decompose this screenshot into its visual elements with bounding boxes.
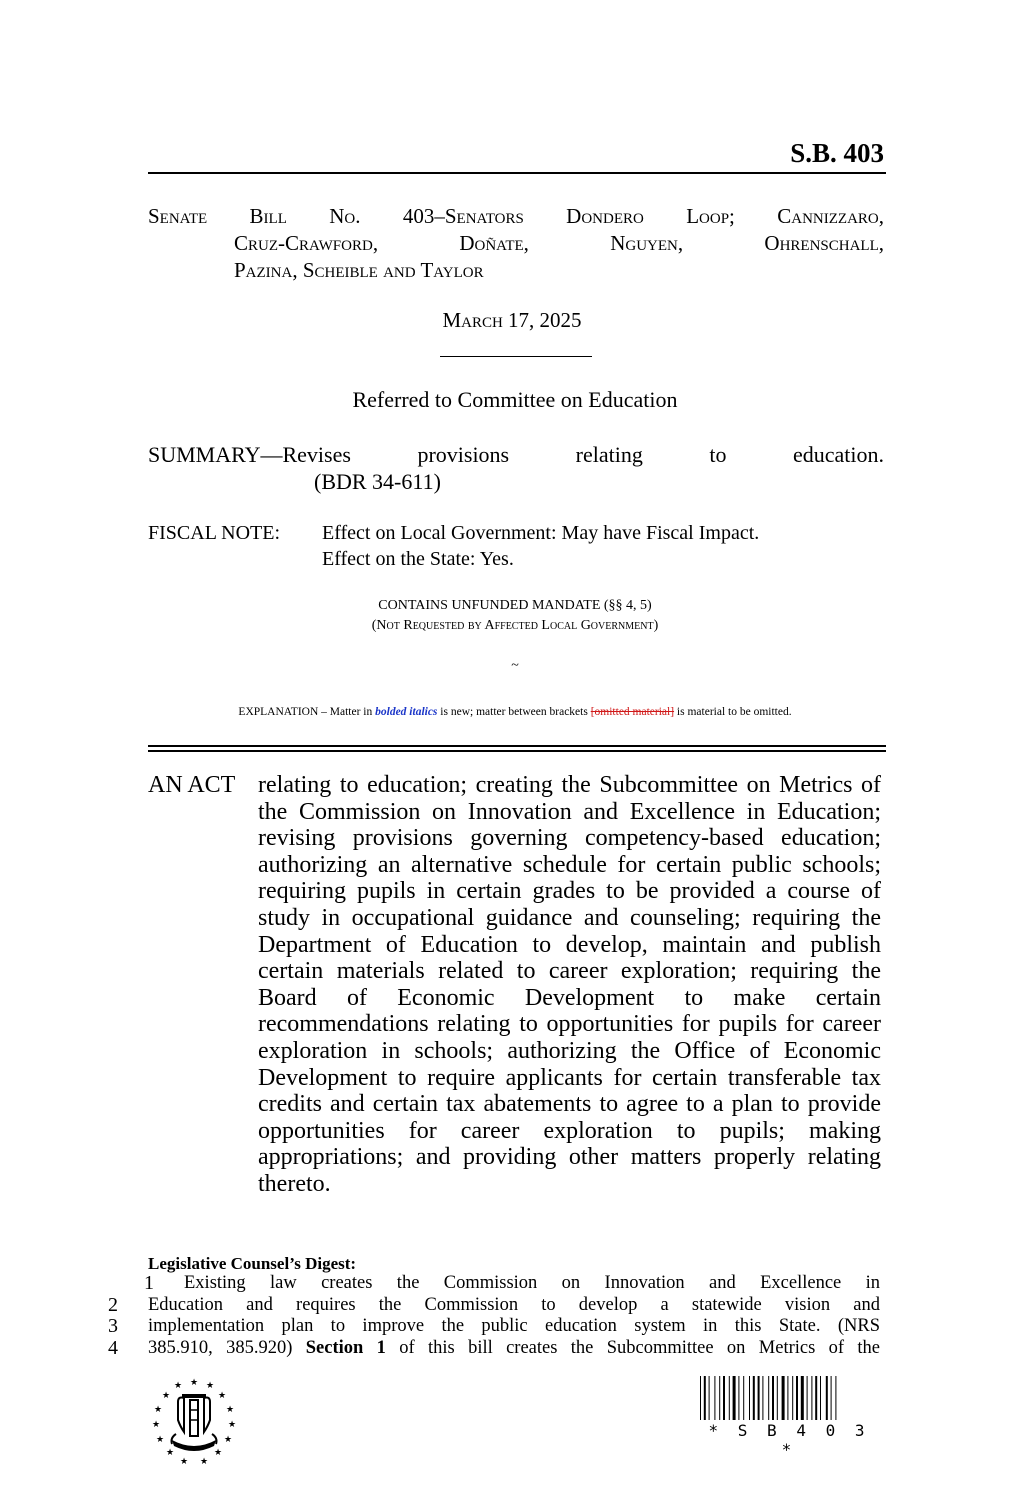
svg-text:★: ★ xyxy=(227,1420,237,1430)
mandate-line-2: (Not Requested by Affected Local Government) xyxy=(371,618,659,633)
svg-text:★: ★ xyxy=(161,1391,171,1401)
header-rule xyxy=(148,172,886,174)
act-title xyxy=(148,772,881,1198)
line-number: 2 xyxy=(108,1293,118,1316)
explanation-rule-bottom xyxy=(148,750,886,752)
digest-line-text: Education and requires the Commission to develop a statewide vision and xyxy=(148,1294,880,1315)
section-reference: Section 1 xyxy=(305,1337,386,1358)
explanation-middle: is new; matter between brackets xyxy=(437,706,591,718)
svg-text:★: ★ xyxy=(199,1457,209,1467)
svg-text:★: ★ xyxy=(217,1391,227,1401)
explanation-suffix: is material to be omitted. xyxy=(674,706,792,718)
svg-text:★: ★ xyxy=(153,1405,163,1415)
act-lead: AN ACT xyxy=(148,772,236,798)
summary-line-2: (BDR 34-611) xyxy=(314,469,441,494)
svg-text:★: ★ xyxy=(205,1381,215,1391)
fiscal-note-label: FISCAL NOTE: xyxy=(148,522,281,544)
act-text: relating to education; creating the Subcommittee on Metrics of the Commission on Innovation and Excellence in Education; revising provisions governing competency-based education; authorizing an alternative schedule for certain public schools; requiring pupils in certain grades to be provided a course of study in occupational guidance and counseling; requiring the Department of Education to develop, maintain and publish certain materials related to career exploration; requiring the Board of Economic Development to make certain recommendations relating to opportunities for pupils for career exploration in schools; authorizing the Office of Economic Development to require applicants for certain transferable tax credits and certain tax abatements to agree to a plan to provide opportunities for career exploration to pupils; making appropriations; and providing other matters properly relating thereto. xyxy=(258,772,881,1197)
digest-line xyxy=(108,1293,880,1317)
state-seal-icon xyxy=(148,1376,240,1468)
explanation-prefix: EXPLANATION – Matter in xyxy=(238,706,376,718)
svg-text:★: ★ xyxy=(225,1405,235,1415)
svg-text:★: ★ xyxy=(155,1435,165,1445)
summary-line-1: SUMMARY—Revises provisions relating to education. xyxy=(148,442,884,467)
digest-body xyxy=(108,1272,880,1359)
sponsors-line-1: Senate Bill No. 403–Senators Dondero Loop; Cannizzaro, xyxy=(148,204,884,228)
bill-date: March 17, 2025 xyxy=(442,308,582,332)
explanation-omitted-material: [omitted material] xyxy=(590,706,675,718)
digest-line xyxy=(108,1336,880,1360)
svg-text:★: ★ xyxy=(165,1448,175,1458)
mandate-line-1: CONTAINS UNFUNDED MANDATE (§§ 4, 5) xyxy=(378,598,652,613)
svg-text:★: ★ xyxy=(179,1457,189,1467)
date-rule xyxy=(440,356,592,357)
barcode-text: * S B 4 0 3 * xyxy=(708,1421,870,1459)
sponsors-line-2: Cruz-Crawford, Doñate, Nguyen, Ohrenschall, xyxy=(234,231,884,255)
svg-text:★: ★ xyxy=(173,1381,183,1391)
fiscal-note-state: Effect on the State: Yes. xyxy=(322,548,514,570)
bill-number: S.B. 403 xyxy=(790,138,884,168)
fiscal-note xyxy=(148,520,759,572)
digest-line-text: Existing law creates the Commission on Innovation and Excellence in xyxy=(184,1273,880,1293)
sponsors-line-3: Pazina, Scheible and Taylor xyxy=(234,258,484,282)
line-number: 4 xyxy=(108,1336,118,1359)
digest-line-text: implementation plan to improve the public education system in this State. (NRS xyxy=(148,1316,880,1336)
summary xyxy=(148,441,884,495)
explanation-new-material: bolded italics xyxy=(375,706,438,718)
svg-text:★: ★ xyxy=(151,1420,161,1430)
line-number: 1 xyxy=(144,1272,154,1294)
digest-line-text: of this bill creates the Subcommittee on Metrics of the xyxy=(385,1337,880,1358)
svg-text:★: ★ xyxy=(189,1378,199,1388)
digest-heading: Legislative Counsel’s Digest: xyxy=(148,1254,357,1273)
digest-line xyxy=(144,1272,880,1295)
svg-text:★: ★ xyxy=(213,1448,223,1458)
explanation-rule-top xyxy=(148,745,886,747)
sponsors xyxy=(148,203,884,284)
unfunded-mandate xyxy=(0,596,1024,636)
barcode-icon xyxy=(700,1376,878,1420)
line-number: 3 xyxy=(108,1315,118,1337)
fiscal-note-local: Effect on Local Government: May have Fiscal Impact. xyxy=(322,522,760,544)
digest-line xyxy=(108,1315,880,1338)
digest-line-text: 385.910, 385.920) xyxy=(148,1337,306,1358)
committee-referral: Referred to Committee on Education xyxy=(352,387,678,412)
svg-text:★: ★ xyxy=(223,1435,233,1445)
tilde-separator: ~ xyxy=(511,658,519,673)
explanation xyxy=(0,706,1024,718)
